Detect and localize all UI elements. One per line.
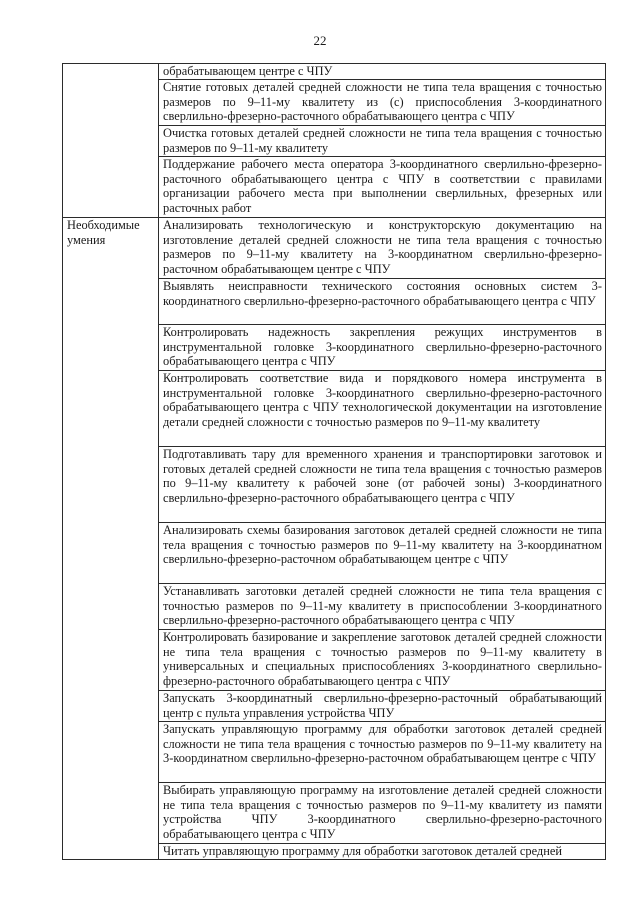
requirements-table xyxy=(62,63,606,860)
table-cell: Устанавливать заготовки деталей средней сложности не типа тела вращения с точностью размеров по 9–11-му квалитету в приспособлении 3-координатного сверлильно-фрезерно-расточного обрабатывающего центра с ЧПУ xyxy=(159,584,606,630)
table-cell: Запускать управляющую программу для обработки заготовок деталей средней сложности не типа тела вращения с точностью размеров по 9–11-му квалитету на 3-координатном сверлильно-фрезерно-расточном обрабатывающем центре с ЧПУ xyxy=(159,722,606,783)
empty-label-cell xyxy=(63,64,159,218)
table-row xyxy=(63,64,606,80)
table-cell: Очистка готовых деталей средней сложности не типа тела вращения с точностью размеров по 9–11-му квалитету xyxy=(159,126,606,157)
table-cell: Выбирать управляющую программу на изготовление деталей средней сложности не типа тела вращения с точностью размеров по 9–11-му квалитету из памяти устройства ЧПУ 3-координатного сверлильно-фрезерно-расточного обрабатывающего центра с ЧПУ xyxy=(159,783,606,844)
table-cell: Контролировать надежность закрепления режущих инструментов в инструментальной головке 3-координатного сверлильно-фрезерно-расточного обрабатывающего центра с ЧПУ xyxy=(159,325,606,371)
table-cell: Анализировать технологическую и конструкторскую документацию на изготовление деталей средней сложности не типа тела вращения с точностью размеров по 9–11-му квалитету на 3-координатном сверлильно-фрезерно-расточном обрабатывающем центре с ЧПУ xyxy=(159,218,606,279)
table-row xyxy=(63,218,606,279)
page-number: 22 xyxy=(313,33,327,48)
table-cell: Выявлять неисправности технического состояния основных систем 3-координатного сверлильно-фрезерно-расточного обрабатывающего центра с ЧПУ xyxy=(159,279,606,325)
section-label: Необходимые умения xyxy=(67,218,140,247)
table-cell: Подготавливать тару для временного хранения и транспортировки заготовок и готовых деталей средней сложности не типа тела вращения с точностью размеров по 9–11-му квалитету к рабочей зоне (от рабочей зоны) 3-координатного сверлильно-фрезерно-расточного обрабатывающего центра с ЧПУ xyxy=(159,447,606,523)
table-cell: Контролировать соответствие вида и порядкового номера инструмента в инструментальной головке 3-координатного сверлильно-фрезерно-расточного обрабатывающего центра с ЧПУ технологической документации на изготовление детали средней сложности с точностью размеров по 9–11-му квалитету xyxy=(159,371,606,447)
table-cell: Читать управляющую программу для обработки заготовок деталей средней xyxy=(159,844,606,860)
table-cell: Контролировать базирование и закрепление заготовок деталей средней сложности не типа тела вращения с точностью размеров по 9–11-му квалитету в универсальных и специальных приспособлениях 3-координатного сверлильно-фрезерно-расточного обрабатывающего центра с ЧПУ xyxy=(159,630,606,691)
table-cell: Поддержание рабочего места оператора 3-координатного сверлильно-фрезерно-расточного обрабатывающего центра с ЧПУ в соответствии с правилами организации рабочего места при выполнении сверлильных, фрезерных или расточных работ xyxy=(159,157,606,218)
table-cell: обрабатывающем центре с ЧПУ xyxy=(159,64,606,80)
section-label-cell xyxy=(63,218,159,860)
table-cell: Анализировать схемы базирования заготовок деталей средней сложности не типа тела вращения с точностью размеров по 9–11-му квалитету на 3-координатном сверлильно-фрезерно-расточном обрабатывающем центре с ЧПУ xyxy=(159,523,606,584)
table-cell: Снятие готовых деталей средней сложности не типа тела вращения с точностью размеров по 9–11-му квалитету из (с) приспособления 3-координатного сверлильно-фрезерно-расточного обрабатывающего центра с ЧПУ xyxy=(159,80,606,126)
table-cell: Запускать 3-координатный сверлильно-фрезерно-расточный обрабатывающий центр с пульта управления устройства ЧПУ xyxy=(159,691,606,722)
